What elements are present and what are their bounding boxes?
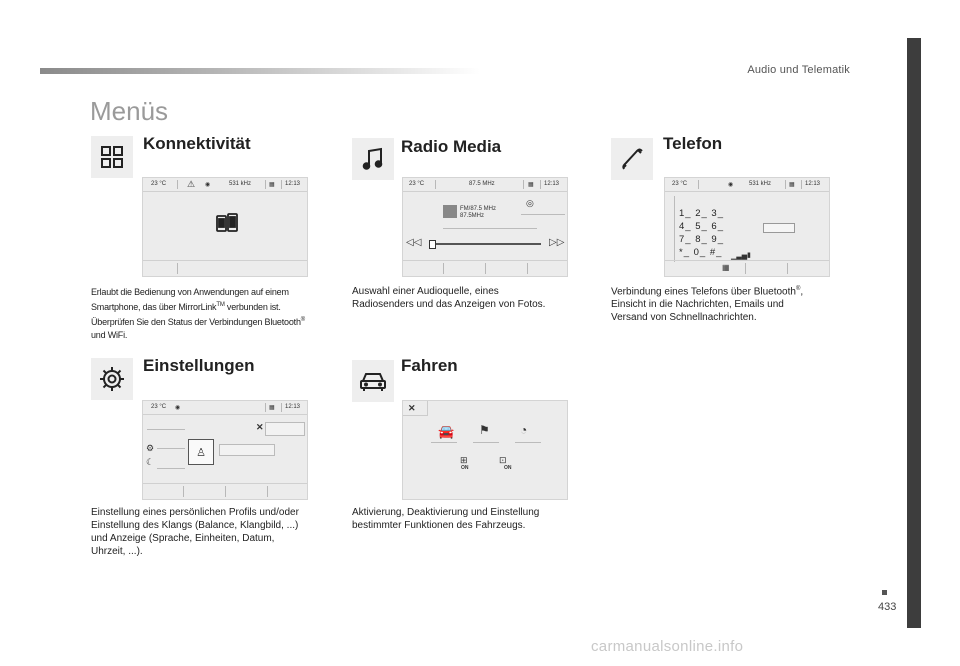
section-title-konnektivitaet: Konnektivität [143,134,251,153]
screen-radio [402,177,568,277]
keypad-row-2: 4_ 5_ 6_ [679,221,724,232]
screen-time: 12:13 [544,181,560,187]
blind-spot-icon: ⊡ [499,455,507,465]
moon-icon: ☾ [146,457,155,467]
description-radio: Auswahl einer Audioquelle, eines Radiosenders und das Anzeigen von Fotos. [352,286,546,310]
description-telefon: Verbindung eines Telefons über Bluetooth®, Einsicht in die Nachrichten, Emails und Versand von Schnellnachrichten. [611,286,804,324]
close-icon: ✕ [408,403,416,413]
screen-temp: 23 °C [151,404,167,410]
section-title-fahren: Fahren [401,356,458,375]
connectivity-icon [91,136,133,178]
keypad-row-3: 7_ 8_ 9_ [679,234,724,245]
mirrorlink-icon [215,212,239,236]
screen-temp: 23 °C [409,181,425,187]
description-einstellungen: Einstellung eines persönlichen Profils und/oder Einstellung des Klangs (Balance, Klangbild, ...) und Anzeige (Sprache, Einheiten, Datum, Uhrzeit, ...). [91,507,299,557]
warning-icon: ⚠ [187,179,196,189]
phone-icon [611,138,653,180]
screen-time: 12:13 [805,181,821,187]
chapter-title: Audio und Telematik [747,64,850,76]
page-title: Menüs [90,96,169,126]
sound-settings-icon: ⚙ [146,443,155,453]
close-icon: ✕ [256,422,264,432]
battery-icon: ▮ [747,252,751,259]
music-note-icon [352,138,394,180]
page-number: 433 [878,601,897,613]
screen-telefon [664,177,830,277]
watermark: carmanualsonline.info [591,638,744,655]
screen-status-bar [403,178,567,192]
screen-freq: 87.5 MHz [469,181,495,187]
gear-icon [91,358,133,400]
section-title-telefon: Telefon [663,134,723,153]
media-icon: ▦ [269,405,275,411]
radio-broadcast-icon: ◎ [526,198,534,208]
radio-signal-icon: ◉ [205,182,211,188]
contacts-icon: ▦ [722,263,730,272]
profile-icon: ♙ [188,439,214,465]
section-title-einstellungen: Einstellungen [143,356,255,375]
media-icon: ▦ [528,182,534,188]
speed-limiter-icon: ◔ [520,423,528,437]
media-icon: ▦ [269,182,275,188]
screen-temp: 23 °C [151,181,167,187]
screen-bottom-bar [143,260,307,276]
screen-time: 12:13 [285,181,301,187]
parking-aid-icon: ⊞ [460,455,468,465]
seek-forward-icon: ▷▷ [549,237,565,248]
parking-aid-on: ON [461,465,469,471]
lighting-icon: ⚑ [479,423,490,437]
screen-temp: 23 °C [672,181,688,187]
screen-konnektivitaet [142,177,308,277]
screen-bottom-bar [143,483,307,499]
tuning-slider [431,243,541,245]
car-icon [352,360,394,402]
signal-bars-icon: ▁▃▅ [731,253,748,260]
section-title-radio: Radio Media [401,137,502,156]
description-fahren: Aktivierung, Deaktivierung und Einstellung bestimmter Funktionen des Fahrzeugs. [352,507,540,531]
screen-status-bar [665,178,829,192]
media-icon: ▦ [789,182,795,188]
description-konnektivitaet: Erlaubt die Bedienung von Anwendungen auf einem Smartphone, das über MirrorLink™ verbunden ist. Überprüfen Sie den Status der Verbindungen Bluetooth® und WiFi. [91,287,305,340]
header-gradient-bar [40,68,480,74]
keypad-row-1: 1_ 2_ 3_ [679,208,724,219]
screen-einstellungen [142,400,308,500]
blind-spot-on: ON [504,465,512,471]
driving-assist-icon: 🚘 [438,424,455,439]
screen-freq: 531 kHz [749,181,772,187]
seek-back-icon: ◁◁ [406,237,422,248]
screen-time: 12:13 [285,404,301,410]
station-freq: FM/87.5 MHz [460,206,497,212]
dial-number-field [763,223,795,233]
screen-fahren [402,400,568,500]
page-marker [882,590,887,595]
radio-signal-icon: ◉ [728,182,734,188]
screen-bottom-bar [665,260,829,276]
station-sub: 87.5MHz [460,213,485,219]
tuning-knob [429,240,436,249]
radio-signal-icon: ◉ [175,405,181,411]
screen-bottom-bar [403,260,567,276]
screen-status-bar [143,178,307,192]
station-logo-icon [443,205,457,218]
screen-status-bar [143,401,307,415]
page-side-tab [907,38,921,628]
screen-freq: 531 kHz [229,181,252,187]
keypad-row-4: *_ 0_ #_ [679,247,723,258]
